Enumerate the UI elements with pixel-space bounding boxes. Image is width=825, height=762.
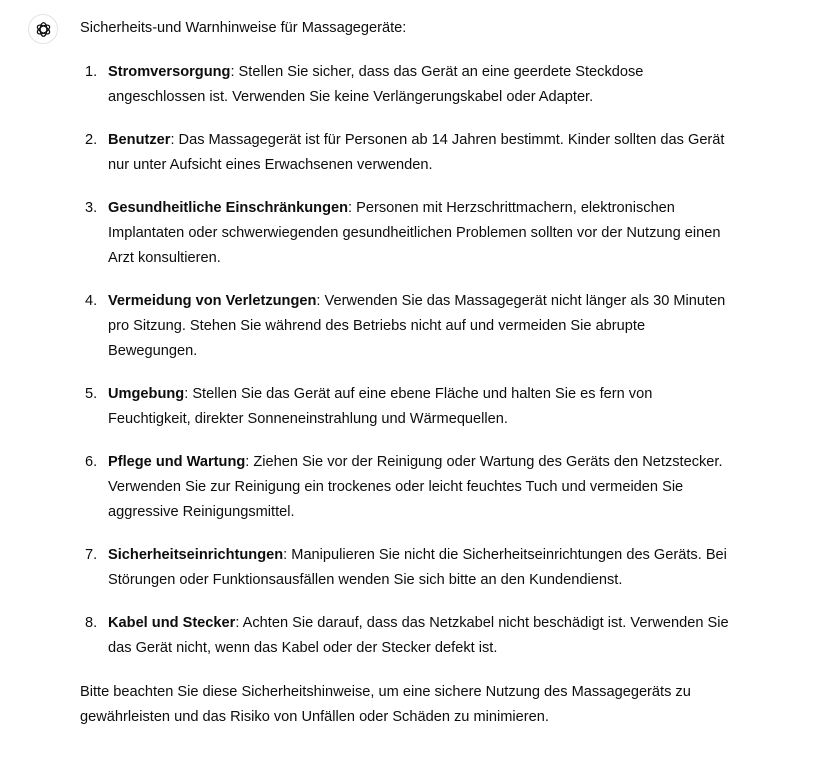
list-item-title: Vermeidung von Verletzungen — [108, 293, 317, 309]
list-item-title: Umgebung — [108, 386, 185, 402]
list-item-number: 1. — [85, 64, 98, 80]
message-outro: Bitte beachten Sie diese Sicherheitshinweise, um eine sichere Nutzung des Massagegeräts zu gewährleisten und das Risiko von Unfällen oder Schäden zu minimieren. — [80, 684, 691, 725]
safety-list — [80, 60, 730, 661]
list-item-title: Stromversorgung — [108, 64, 231, 80]
list-item-title: Kabel und Stecker — [108, 615, 236, 631]
list-item-text: : Ziehen Sie vor der Reinigung oder Wartung des Geräts den Netzstecker. Verwenden Sie zur Reinigung ein trockenes oder leicht feuchtes Tuch und vermeiden Sie aggressive Reinigungsmittel. — [108, 454, 723, 520]
list-item — [80, 543, 730, 593]
list-item — [80, 611, 730, 661]
openai-logo-icon — [34, 20, 53, 39]
list-item-number: 8. — [85, 615, 98, 631]
list-item-text: : Stellen Sie sicher, dass das Gerät an eine geerdete Steckdose angeschlossen ist. Verwenden Sie keine Verlängerungskabel oder Adapter. — [108, 64, 644, 105]
list-item-text: : Manipulieren Sie nicht die Sicherheitseinrichtungen des Geräts. Bei Störungen oder Funktionsausfällen wenden Sie sich bitte an den Kundendienst. — [108, 547, 727, 588]
list-item — [80, 289, 730, 364]
list-item — [80, 382, 730, 432]
list-item-text: : Das Massagegerät ist für Personen ab 14 Jahren bestimmt. Kinder sollten das Gerät nur unter Aufsicht eines Erwachsenen verwenden. — [108, 132, 725, 173]
list-item-number: 6. — [85, 454, 98, 470]
list-item-title: Gesundheitliche Einschränkungen — [108, 200, 349, 216]
message-content — [80, 16, 730, 730]
list-item-text: : Verwenden Sie das Massagegerät nicht länger als 30 Minuten pro Sitzung. Stehen Sie während des Betriebs nicht auf und vermeiden Sie abrupte Bewegungen. — [108, 293, 726, 359]
list-item-title: Benutzer — [108, 132, 171, 148]
list-item — [80, 450, 730, 525]
list-item-number: 7. — [85, 547, 98, 563]
list-item — [80, 196, 730, 271]
list-item-title: Sicherheitseinrichtungen — [108, 547, 284, 563]
list-item-text: : Achten Sie darauf, dass das Netzkabel nicht beschädigt ist. Verwenden Sie das Gerät nicht, wenn das Kabel oder der Stecker defekt ist. — [108, 615, 729, 656]
list-item-number: 5. — [85, 386, 98, 402]
list-item-text: : Stellen Sie das Gerät auf eine ebene Fläche und halten Sie es fern von Feuchtigkeit, direkter Sonneneinstrahlung und Wärmequellen. — [108, 386, 653, 427]
list-item-text: : Personen mit Herzschrittmachern, elektronischen Implantaten oder schwerwiegenden gesundheitlichen Problemen sollten vor der Nutzung einen Arzt konsultieren. — [108, 200, 721, 266]
list-item-number: 4. — [85, 293, 98, 309]
list-item — [80, 60, 730, 110]
assistant-avatar — [28, 14, 58, 44]
list-item-title: Pflege und Wartung — [108, 454, 246, 470]
list-item-number: 3. — [85, 200, 98, 216]
message-intro: Sicherheits-und Warnhinweise für Massagegeräte: — [80, 20, 407, 36]
list-item — [80, 128, 730, 178]
list-item-number: 2. — [85, 132, 98, 148]
